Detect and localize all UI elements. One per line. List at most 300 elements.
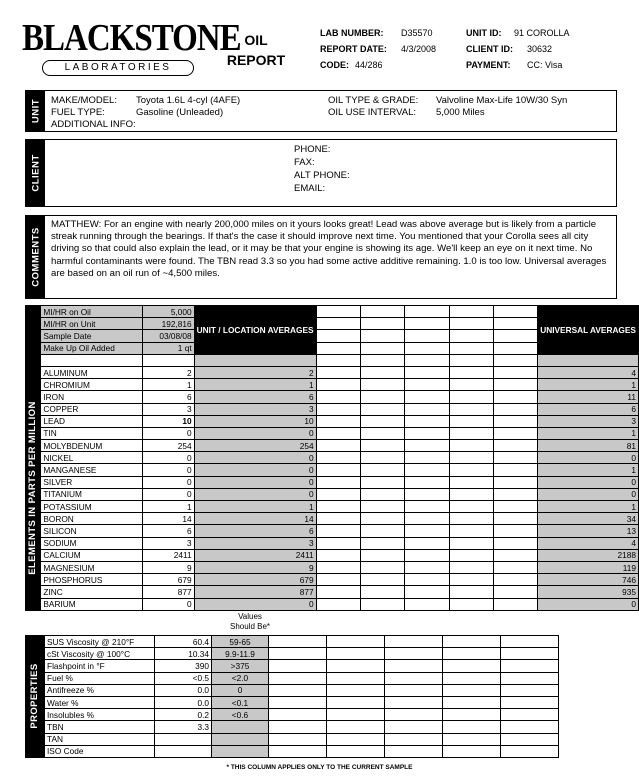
element-value: 1	[142, 501, 194, 513]
empty-cell	[449, 586, 493, 598]
report-header	[0, 0, 639, 88]
property-should-be: <2.0	[212, 672, 269, 684]
empty-cell	[385, 696, 443, 708]
element-row	[26, 415, 639, 427]
element-value: 0	[142, 598, 194, 610]
empty-cell	[449, 318, 493, 330]
empty-cell	[449, 501, 493, 513]
report-title-line2: REPORT	[226, 52, 286, 68]
element-universal-average: 11	[538, 391, 639, 403]
empty-cell	[269, 684, 327, 696]
empty-cell	[316, 452, 360, 464]
empty-cell	[316, 318, 360, 330]
empty-cell	[385, 684, 443, 696]
client-section	[25, 139, 617, 207]
element-row	[26, 586, 639, 598]
property-value: 60.4	[155, 636, 212, 648]
empty-cell	[405, 561, 449, 573]
empty-cell	[360, 379, 404, 391]
empty-cell	[316, 366, 360, 378]
sample-info-row	[26, 306, 639, 318]
empty-cell	[501, 648, 559, 660]
element-unit-average: 3	[194, 403, 316, 415]
report-date-value: 4/3/2008	[401, 44, 437, 54]
unit-id-label: UNIT ID:	[466, 28, 502, 38]
element-name: ALUMINUM	[41, 366, 142, 378]
empty-cell	[316, 464, 360, 476]
sample-info-value: 192,816	[142, 318, 194, 330]
property-name: SUS Viscosity @ 210°F	[45, 636, 155, 648]
element-universal-average: 4	[538, 366, 639, 378]
element-name: TIN	[41, 427, 142, 439]
empty-cell	[493, 525, 537, 537]
empty-cell	[360, 598, 404, 610]
empty-cell	[360, 403, 404, 415]
element-name: ZINC	[41, 586, 142, 598]
comments-section	[25, 215, 617, 299]
email-label: EMAIL:	[294, 183, 326, 194]
element-unit-average: 6	[194, 391, 316, 403]
empty-cell	[493, 427, 537, 439]
element-value: 9	[142, 561, 194, 573]
element-unit-average: 877	[194, 586, 316, 598]
element-row	[26, 476, 639, 488]
empty-cell	[405, 586, 449, 598]
property-row	[26, 721, 559, 733]
empty-cell	[493, 476, 537, 488]
empty-cell	[405, 501, 449, 513]
empty-cell	[360, 513, 404, 525]
empty-cell	[449, 537, 493, 549]
element-row	[26, 464, 639, 476]
element-universal-average: 746	[538, 574, 639, 586]
comments-text: MATTHEW: For an engine with nearly 200,000 miles on it yours looks great! Lead was above average but is likely from a particle streak running through the bearings. If that's the case it should improve next time. You mentioned that your Corolla sees all city driving so that could also explain the lead, or it may be that your engine is showing its age. We'll keep an eye on it next time. No harmful contaminants were found. The TBN read 3.3 so you had some active additive remaining. 1.0 is too low. Universal averages are based on an oil run of ~4,500 miles.	[51, 219, 607, 279]
property-should-be	[212, 733, 269, 745]
empty-cell	[360, 476, 404, 488]
empty-cell	[493, 415, 537, 427]
element-value: 254	[142, 440, 194, 452]
empty-cell	[449, 330, 493, 342]
empty-cell	[316, 379, 360, 391]
empty-cell	[269, 696, 327, 708]
element-row	[26, 488, 639, 500]
empty-cell	[327, 696, 385, 708]
element-value: 10	[142, 415, 194, 427]
element-row	[26, 598, 639, 610]
element-name: CHROMIUM	[41, 379, 142, 391]
properties-table	[25, 635, 559, 758]
empty-cell	[493, 561, 537, 573]
element-row	[26, 537, 639, 549]
element-value: 0	[142, 476, 194, 488]
empty-cell	[493, 330, 537, 342]
element-value: 877	[142, 586, 194, 598]
property-should-be	[212, 721, 269, 733]
comments-section-label: COMMENTS	[26, 216, 45, 298]
property-should-be: 9.9-11.9	[212, 648, 269, 660]
empty-cell	[449, 452, 493, 464]
element-universal-average: 13	[538, 525, 639, 537]
empty-cell	[405, 379, 449, 391]
empty-cell	[327, 648, 385, 660]
empty-cell	[316, 476, 360, 488]
empty-cell	[316, 513, 360, 525]
empty-cell	[269, 745, 327, 757]
element-unit-average: 254	[194, 440, 316, 452]
element-row	[26, 440, 639, 452]
element-name: NICKEL	[41, 452, 142, 464]
empty-cell	[449, 306, 493, 318]
empty-cell	[493, 488, 537, 500]
property-value: <0.5	[155, 672, 212, 684]
element-row	[26, 452, 639, 464]
element-value: 0	[142, 427, 194, 439]
element-universal-average: 81	[538, 440, 639, 452]
sample-info-label: MI/HR on Unit	[41, 318, 142, 330]
empty-cell	[493, 513, 537, 525]
sample-info-side	[26, 306, 41, 355]
empty-cell	[385, 660, 443, 672]
report-title	[216, 30, 296, 70]
element-name: POTASSIUM	[41, 501, 142, 513]
empty-cell	[493, 452, 537, 464]
element-universal-average: 1	[538, 427, 639, 439]
empty-cell	[360, 574, 404, 586]
report-date-label: REPORT DATE:	[320, 44, 387, 54]
empty-cell	[501, 672, 559, 684]
property-name: ISO Code	[45, 745, 155, 757]
oil-interval-label: OIL USE INTERVAL:	[328, 107, 416, 118]
property-should-be	[212, 745, 269, 757]
empty-cell	[316, 403, 360, 415]
property-should-be: <0.1	[212, 696, 269, 708]
property-value: 0.0	[155, 696, 212, 708]
sample-info-label: Make Up Oil Added	[41, 342, 142, 354]
empty-cell	[443, 745, 501, 757]
empty-cell	[360, 464, 404, 476]
property-should-be: 0	[212, 684, 269, 696]
empty-cell	[405, 330, 449, 342]
empty-cell	[493, 586, 537, 598]
empty-cell	[405, 476, 449, 488]
code-label: CODE:	[320, 60, 349, 70]
element-universal-average: 4	[538, 537, 639, 549]
empty-cell	[449, 574, 493, 586]
element-name: BORON	[41, 513, 142, 525]
element-universal-average: 34	[538, 513, 639, 525]
footnote: * THIS COLUMN APPLIES ONLY TO THE CURRENT SAMPLE	[226, 764, 413, 771]
empty-cell	[501, 684, 559, 696]
blackstone-logo	[22, 18, 241, 80]
element-unit-average: 3	[194, 537, 316, 549]
empty-cell	[493, 342, 537, 354]
empty-cell	[360, 391, 404, 403]
spacer-side	[26, 354, 41, 366]
elements-ppm-label: ELEMENTS IN PARTS PER MILLION	[26, 366, 41, 610]
empty-cell	[316, 440, 360, 452]
element-value: 2	[142, 366, 194, 378]
alt-phone-label: ALT PHONE:	[294, 170, 350, 181]
element-name: PHOSPHORUS	[41, 574, 142, 586]
empty-cell	[327, 660, 385, 672]
empty-cell	[360, 452, 404, 464]
make-model-label: MAKE/MODEL:	[51, 95, 117, 106]
element-unit-average: 0	[194, 452, 316, 464]
empty-cell	[443, 733, 501, 745]
empty-cell	[316, 574, 360, 586]
empty-cell	[493, 318, 537, 330]
property-name: cSt Viscosity @ 100°C	[45, 648, 155, 660]
element-value: 2411	[142, 549, 194, 561]
element-universal-average: 1	[538, 379, 639, 391]
element-unit-average: 1	[194, 379, 316, 391]
empty-cell	[360, 354, 404, 366]
element-value: 14	[142, 513, 194, 525]
element-value: 0	[142, 488, 194, 500]
empty-cell	[443, 684, 501, 696]
empty-cell	[360, 330, 404, 342]
empty-cell	[316, 354, 360, 366]
empty-cell	[405, 488, 449, 500]
property-row	[26, 636, 559, 648]
empty-cell	[405, 440, 449, 452]
empty-cell	[316, 391, 360, 403]
empty-cell	[405, 464, 449, 476]
empty-cell	[316, 427, 360, 439]
element-name: SILVER	[41, 476, 142, 488]
empty-cell	[269, 660, 327, 672]
empty-cell	[316, 415, 360, 427]
empty-cell	[449, 415, 493, 427]
element-unit-average: 0	[194, 488, 316, 500]
empty-cell	[360, 488, 404, 500]
empty-cell	[327, 709, 385, 721]
oil-type-value: Valvoline Max-Life 10W/30 Syn	[436, 95, 568, 106]
element-unit-average: 2	[194, 366, 316, 378]
element-value: 0	[142, 452, 194, 464]
empty-cell	[493, 354, 537, 366]
element-unit-average: 0	[194, 464, 316, 476]
empty-cell	[142, 354, 194, 366]
empty-cell	[385, 672, 443, 684]
property-value	[155, 733, 212, 745]
element-universal-average: 119	[538, 561, 639, 573]
element-row	[26, 574, 639, 586]
property-name: TBN	[45, 721, 155, 733]
property-should-be: <0.6	[212, 709, 269, 721]
empty-cell	[316, 306, 360, 318]
empty-cell	[449, 440, 493, 452]
empty-cell	[493, 391, 537, 403]
sample-info-value: 1 qt	[142, 342, 194, 354]
empty-cell	[385, 721, 443, 733]
empty-cell	[493, 501, 537, 513]
empty-cell	[501, 745, 559, 757]
property-row	[26, 672, 559, 684]
empty-cell	[449, 513, 493, 525]
element-name: TITANIUM	[41, 488, 142, 500]
fuel-type-label: FUEL TYPE:	[51, 107, 105, 118]
empty-cell	[269, 733, 327, 745]
empty-cell	[449, 379, 493, 391]
empty-cell	[501, 709, 559, 721]
element-value: 1	[142, 379, 194, 391]
sample-info-value: 03/08/08	[142, 330, 194, 342]
element-row	[26, 513, 639, 525]
fuel-type-value: Gasoline (Unleaded)	[136, 107, 224, 118]
empty-cell	[327, 636, 385, 648]
empty-cell	[405, 415, 449, 427]
client-section-label: CLIENT	[26, 140, 45, 206]
empty-cell	[360, 525, 404, 537]
element-universal-average: 3	[538, 415, 639, 427]
empty-cell	[405, 525, 449, 537]
empty-cell	[316, 561, 360, 573]
element-value: 3	[142, 537, 194, 549]
empty-cell	[449, 525, 493, 537]
property-row	[26, 684, 559, 696]
additional-info-label: ADDITIONAL INFO:	[51, 119, 136, 130]
empty-cell	[269, 636, 327, 648]
empty-cell	[327, 684, 385, 696]
element-row	[26, 427, 639, 439]
empty-cell	[385, 733, 443, 745]
empty-cell	[501, 660, 559, 672]
element-universal-average: 0	[538, 488, 639, 500]
property-row	[26, 733, 559, 745]
element-name: SODIUM	[41, 537, 142, 549]
empty-cell	[443, 709, 501, 721]
empty-cell	[385, 745, 443, 757]
property-value: 10.34	[155, 648, 212, 660]
element-value: 6	[142, 391, 194, 403]
element-unit-average: 0	[194, 476, 316, 488]
empty-cell	[194, 354, 316, 366]
empty-cell	[385, 709, 443, 721]
element-unit-average: 679	[194, 574, 316, 586]
empty-cell	[316, 330, 360, 342]
empty-cell	[493, 464, 537, 476]
empty-cell	[449, 403, 493, 415]
element-value: 0	[142, 464, 194, 476]
property-name: Flashpoint in °F	[45, 660, 155, 672]
oil-type-label: OIL TYPE & GRADE:	[328, 95, 419, 106]
empty-cell	[360, 561, 404, 573]
code-value: 44/286	[355, 60, 383, 70]
element-universal-average: 1	[538, 501, 639, 513]
values-should-be-header	[218, 612, 282, 632]
empty-cell	[449, 476, 493, 488]
element-unit-average: 1	[194, 501, 316, 513]
property-value: 0.0	[155, 684, 212, 696]
sample-info-value: 5,000	[142, 306, 194, 318]
element-name: MAGNESIUM	[41, 561, 142, 573]
empty-cell	[449, 549, 493, 561]
make-model-value: Toyota 1.6L 4-cyl (4AFE)	[136, 95, 241, 106]
property-name: Antifreeze %	[45, 684, 155, 696]
client-id-value: 30632	[527, 44, 553, 54]
element-value: 6	[142, 525, 194, 537]
element-universal-average: 0	[538, 476, 639, 488]
element-name: CALCIUM	[41, 549, 142, 561]
element-unit-average: 9	[194, 561, 316, 573]
unit-section	[25, 90, 617, 132]
element-row	[26, 501, 639, 513]
empty-cell	[316, 537, 360, 549]
element-unit-average: 10	[194, 415, 316, 427]
element-unit-average: 0	[194, 598, 316, 610]
element-universal-average: 2188	[538, 549, 639, 561]
empty-cell	[449, 464, 493, 476]
empty-cell	[405, 452, 449, 464]
properties-label: PROPERTIES	[26, 636, 45, 758]
logo-wordmark: BLACKSTONE	[22, 18, 241, 60]
element-name: BARIUM	[41, 598, 142, 610]
property-name: Fuel %	[45, 672, 155, 684]
empty-cell	[493, 440, 537, 452]
empty-cell	[269, 648, 327, 660]
lab-number-label: LAB NUMBER:	[320, 28, 384, 38]
empty-cell	[360, 586, 404, 598]
empty-cell	[405, 537, 449, 549]
element-unit-average: 14	[194, 513, 316, 525]
empty-cell	[501, 696, 559, 708]
empty-cell	[405, 366, 449, 378]
empty-cell	[360, 537, 404, 549]
sample-info-label: MI/HR on Oil	[41, 306, 142, 318]
empty-cell	[449, 561, 493, 573]
empty-cell	[449, 427, 493, 439]
empty-cell	[493, 379, 537, 391]
element-universal-average: 0	[538, 452, 639, 464]
element-row	[26, 525, 639, 537]
empty-cell	[493, 598, 537, 610]
empty-cell	[538, 354, 639, 366]
property-value	[155, 745, 212, 757]
client-id-label: CLIENT ID:	[466, 44, 513, 54]
property-should-be: >375	[212, 660, 269, 672]
empty-cell	[443, 672, 501, 684]
empty-cell	[449, 391, 493, 403]
empty-cell	[316, 501, 360, 513]
empty-cell	[405, 513, 449, 525]
empty-cell	[405, 403, 449, 415]
empty-cell	[493, 403, 537, 415]
property-row	[26, 660, 559, 672]
empty-cell	[327, 721, 385, 733]
property-row	[26, 696, 559, 708]
empty-cell	[316, 488, 360, 500]
empty-cell	[443, 696, 501, 708]
empty-cell	[316, 586, 360, 598]
element-name: LEAD	[41, 415, 142, 427]
element-unit-average: 6	[194, 525, 316, 537]
element-name: MOLYBDENUM	[41, 440, 142, 452]
empty-cell	[360, 415, 404, 427]
property-row	[26, 648, 559, 660]
empty-cell	[360, 427, 404, 439]
unit-id-value: 91 COROLLA	[514, 28, 570, 38]
empty-cell	[385, 636, 443, 648]
empty-cell	[493, 537, 537, 549]
element-row	[26, 366, 639, 378]
empty-cell	[405, 598, 449, 610]
values-should-be-line2: Should Be*	[229, 622, 271, 631]
phone-label: PHONE:	[294, 144, 331, 155]
empty-cell	[449, 598, 493, 610]
empty-cell	[327, 745, 385, 757]
empty-cell	[493, 549, 537, 561]
